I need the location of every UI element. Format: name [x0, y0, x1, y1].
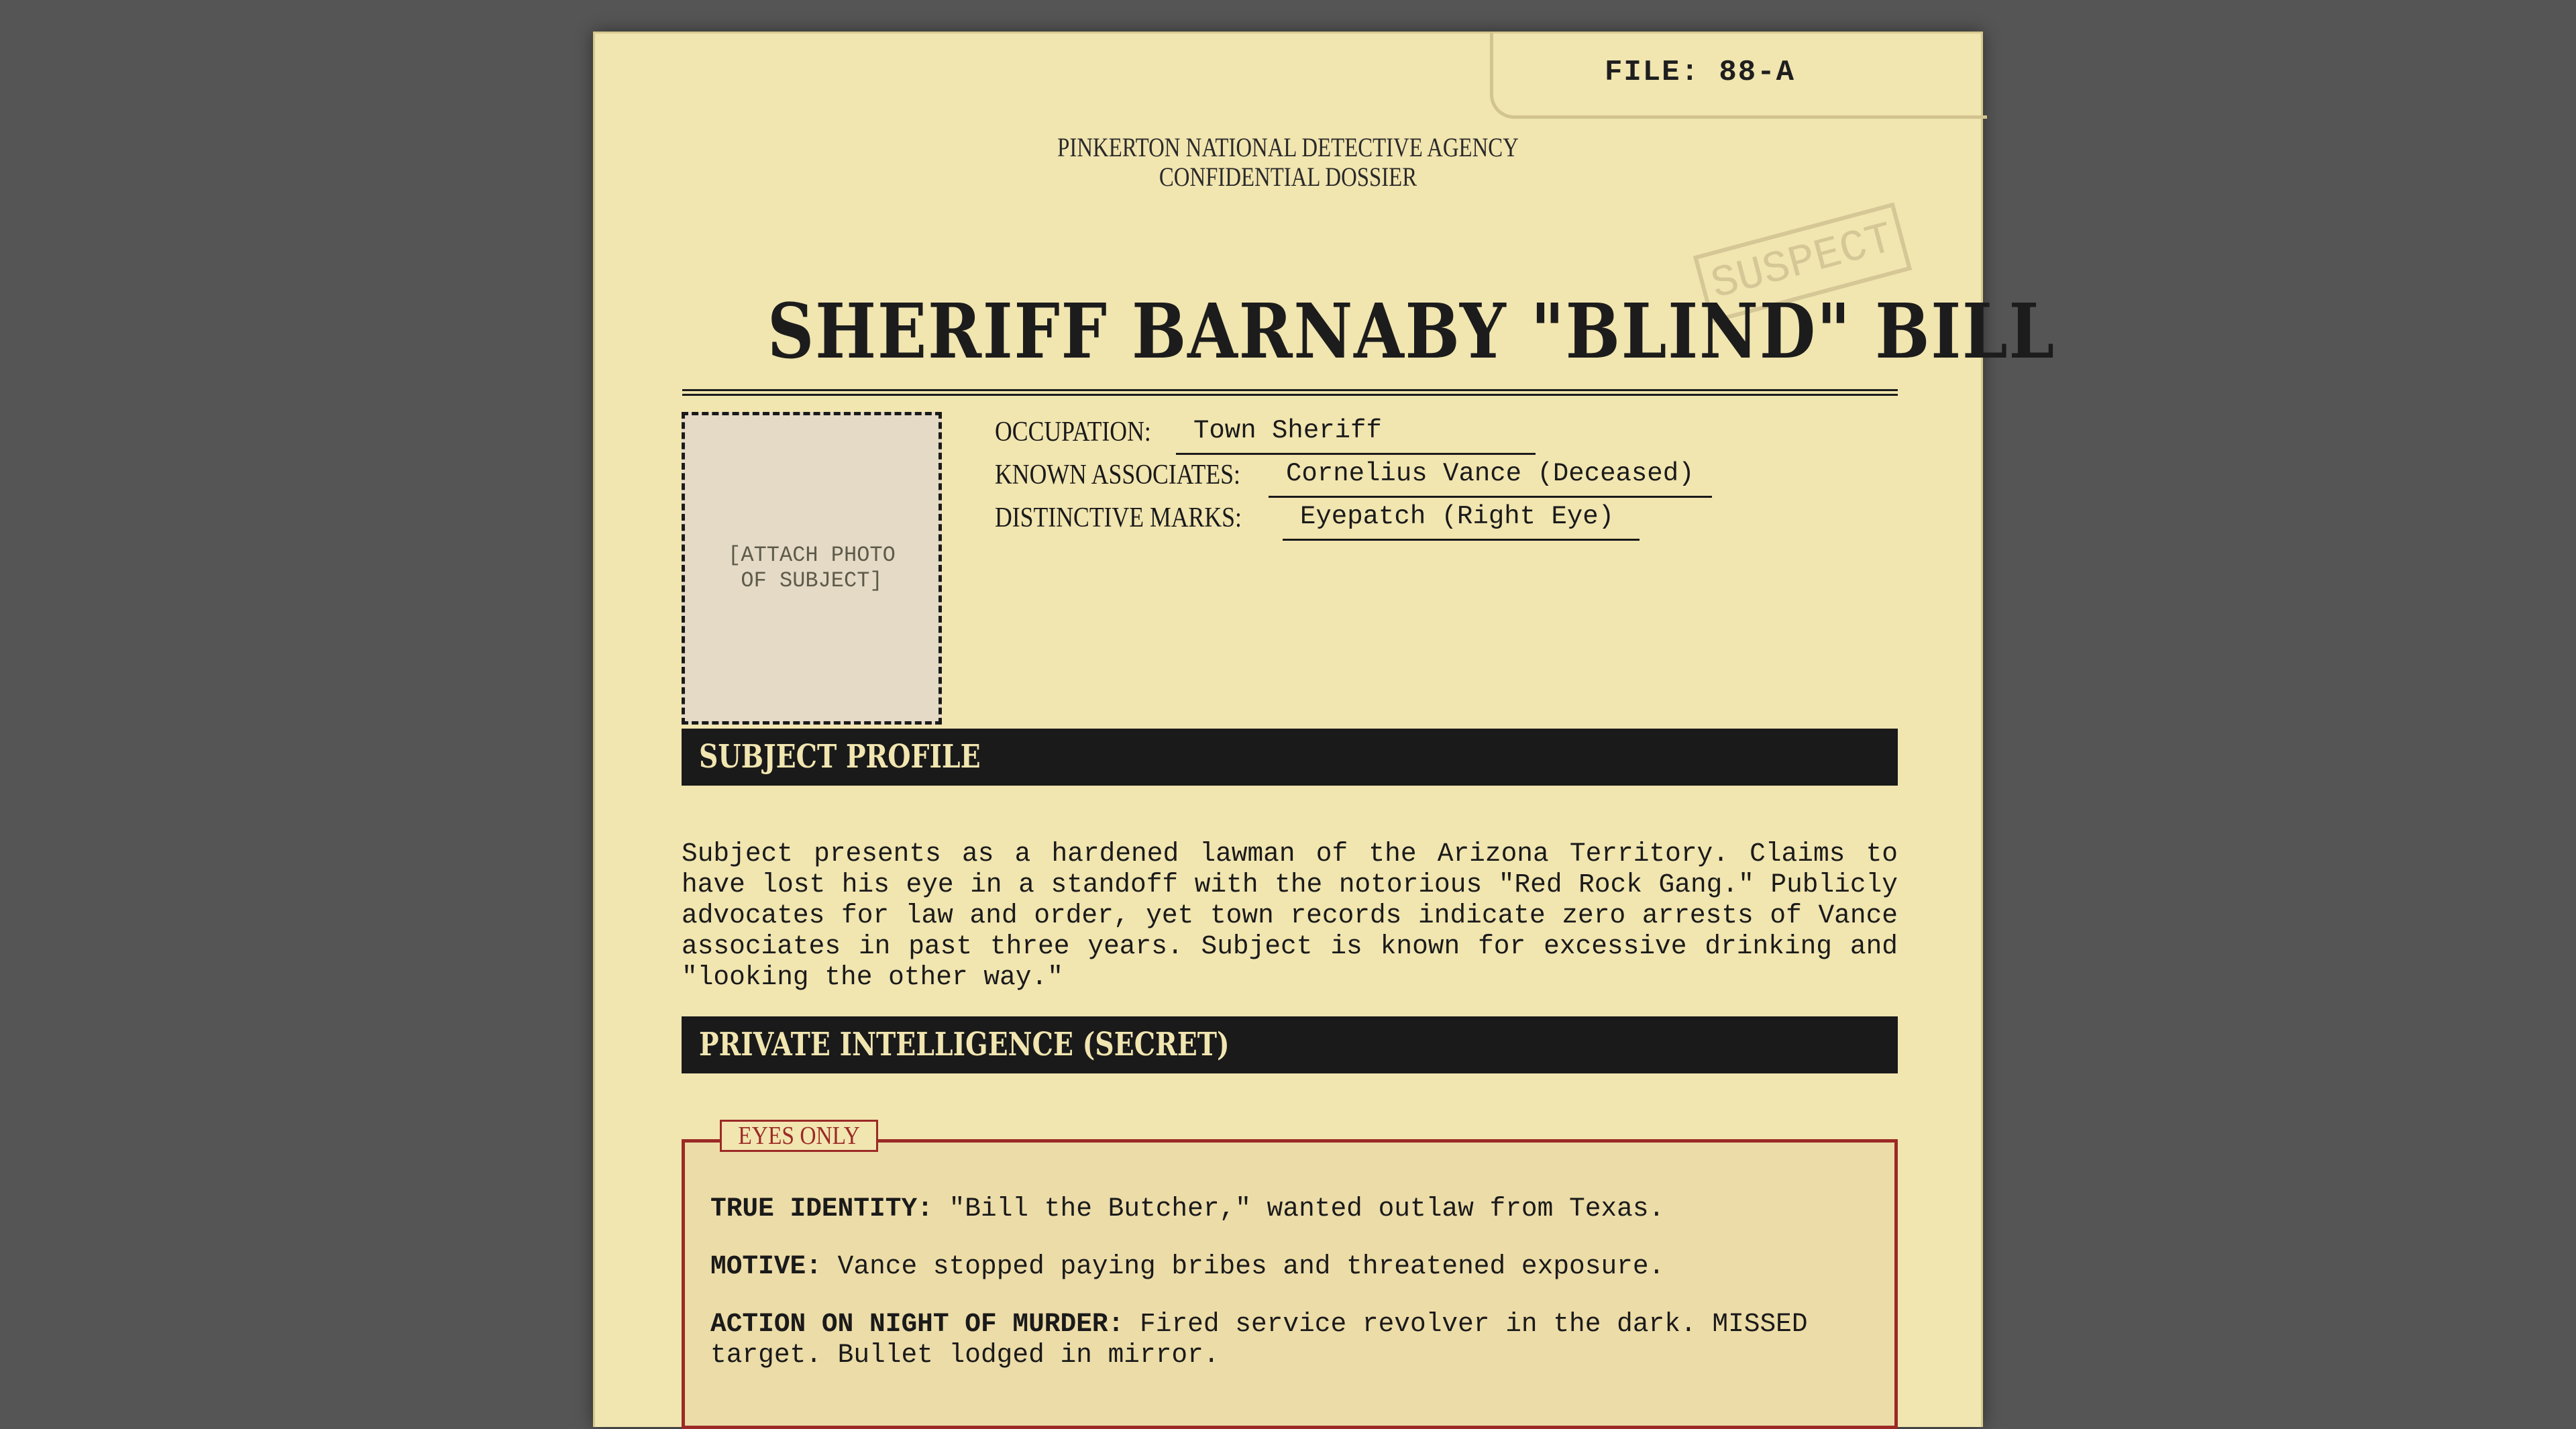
section-heading-private-intelligence [682, 1016, 1898, 1073]
field-known-associates [995, 459, 1695, 502]
field-distinctive-marks [995, 502, 1615, 545]
dossier-type: CONFIDENTIAL DOSSIER [1159, 162, 1417, 192]
field-value: Cornelius Vance (Deceased) [1269, 459, 1712, 498]
file-tab [1490, 32, 1987, 119]
section-heading-text: PRIVATE INTELLIGENCE (SECRET) [699, 1026, 1230, 1063]
field-value: Town Sheriff [1176, 416, 1536, 455]
subject-fields [995, 416, 1695, 545]
secret-item-value: Vance stopped paying bribes and threatened exposure. [837, 1251, 1665, 1281]
photo-placeholder-text: [ATTACH PHOTO OF SUBJECT] [728, 543, 896, 593]
field-label: DISTINCTIVE MARKS: [995, 502, 1242, 533]
secret-item-value: Fired service revolver in the dark. MISSED target. Bullet lodged in mirror. [710, 1309, 1808, 1370]
section-heading-subject-profile [682, 729, 1898, 786]
secret-item-action-night-of-murder [710, 1309, 1864, 1371]
section-heading-text: SUBJECT PROFILE [699, 738, 981, 776]
secret-item-label: MOTIVE: [710, 1251, 822, 1281]
photo-placeholder [682, 412, 942, 725]
secret-item-motive [710, 1251, 1864, 1282]
file-number: FILE: 88-A [1604, 56, 1796, 89]
agency-name: PINKERTON NATIONAL DETECTIVE AGENCY [1057, 132, 1519, 162]
title-divider [682, 389, 1898, 396]
secret-item-value: "Bill the Butcher," wanted outlaw from Texas. [949, 1194, 1665, 1224]
eyes-only-badge [720, 1120, 878, 1152]
suspect-stamp: SUSPECT [1693, 203, 1912, 324]
eyes-only-box [682, 1122, 1898, 1429]
dossier-page [593, 32, 2055, 1427]
field-value: Eyepatch (Right Eye) [1283, 502, 1640, 541]
field-label: KNOWN ASSOCIATES: [995, 460, 1240, 490]
subject-title: SHERIFF BARNABY "BLIND" BILL [767, 288, 2055, 376]
secret-item-label: ACTION ON NIGHT OF MURDER: [710, 1309, 1124, 1339]
secret-item-true-identity [710, 1194, 1864, 1224]
subject-profile-text: Subject presents as a hardened lawman of the Arizona Territory. Claims to have lost his eye in a standoff with the notorious "Red Rock Gang." Publicly advocates for law and order, yet town records indicate zero arrests of Vance associates in past three years. Subject is known for excessive drinking and "looking the other way." [682, 839, 1898, 992]
field-occupation [995, 416, 1382, 459]
eyes-only-text: EYES ONLY [738, 1122, 860, 1150]
secret-items [710, 1194, 1864, 1397]
agency-header [720, 133, 1856, 192]
secret-item-label: TRUE IDENTITY: [710, 1194, 933, 1224]
field-label: OCCUPATION: [995, 417, 1151, 447]
